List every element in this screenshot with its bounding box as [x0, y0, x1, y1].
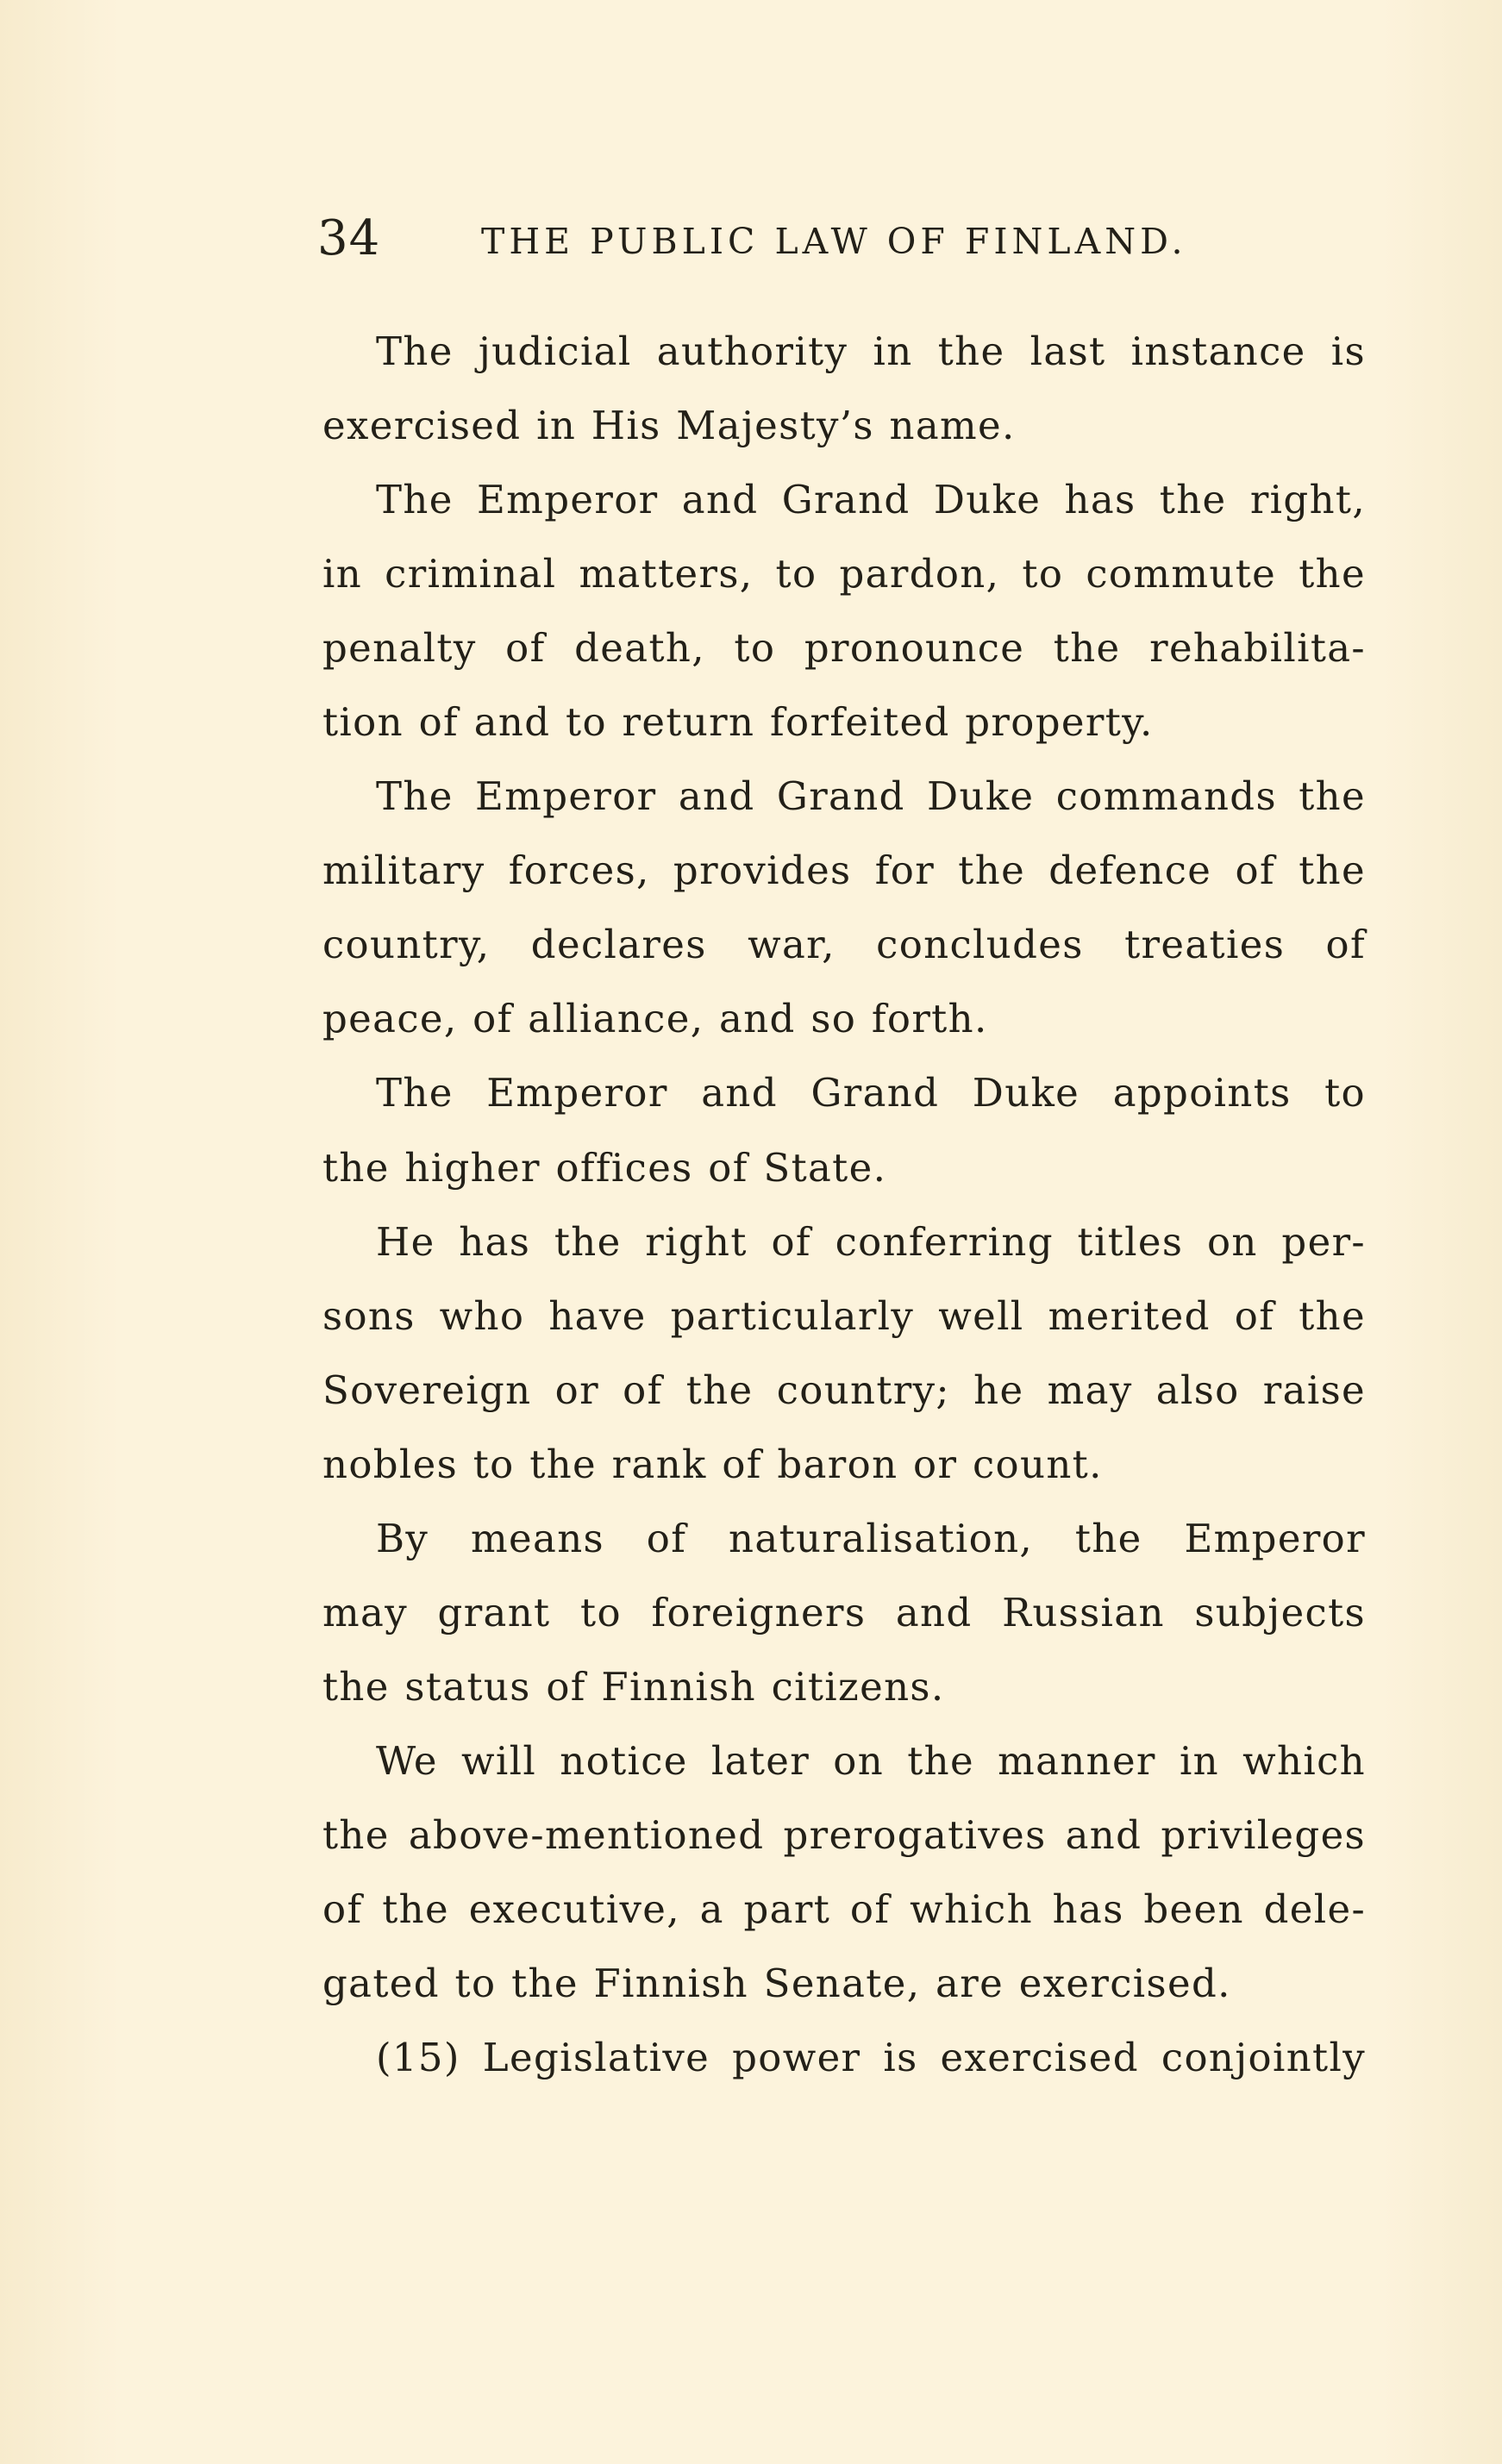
text-line: gated to the Finnish Senate, are exercised.: [322, 1961, 1231, 2007]
text-line: nobles to the rank of baron or count.: [322, 1441, 1103, 1487]
body-text: [322, 315, 1366, 2095]
text-line: military forces, provides for the defence of the: [322, 847, 1366, 894]
text-line: He has the right of conferring titles on per-: [376, 1218, 1366, 1265]
text-line: the above-mentioned prerogatives and privileges: [322, 1811, 1366, 1858]
text-line: The Emperor and Grand Duke commands the: [376, 773, 1366, 820]
text-line: of the executive, a part of which has been dele-: [322, 1886, 1366, 1932]
running-head: [317, 209, 1218, 269]
text-line: We will notice later on the manner in which: [376, 1737, 1366, 1784]
text-line: The judicial authority in the last instance is: [376, 328, 1366, 374]
page-title: THE PUBLIC LAW OF FINLAND.: [481, 221, 1187, 262]
text-line: tion of and to return forfeited property.: [322, 699, 1154, 746]
page-number: 34: [317, 210, 381, 266]
text-line: may grant to foreigners and Russian subjects: [322, 1589, 1366, 1635]
text-line: the higher offices of State.: [322, 1144, 887, 1191]
text-line: The Emperor and Grand Duke has the right,: [376, 477, 1366, 523]
text-line: exercised in His Majesty’s name.: [322, 403, 1016, 449]
text-line: (15) Legislative power is exercised conjointly: [376, 2035, 1366, 2081]
text-line: penalty of death, to pronounce the rehabilita-: [322, 625, 1366, 672]
text-line: Sovereign or of the country; he may also raise: [322, 1366, 1366, 1413]
text-line: in criminal matters, to pardon, to commute the: [322, 551, 1366, 597]
text-line: country, declares war, concludes treaties of: [322, 922, 1366, 968]
text-line: sons who have particularly well merited of the: [322, 1292, 1366, 1339]
text-line: The Emperor and Grand Duke appoints to: [376, 1070, 1366, 1116]
text-line: By means of naturalisation, the Emperor: [376, 1515, 1366, 1561]
text-line: peace, of alliance, and so forth.: [322, 996, 988, 1042]
text-line: the status of Finnish citizens.: [322, 1663, 945, 1710]
